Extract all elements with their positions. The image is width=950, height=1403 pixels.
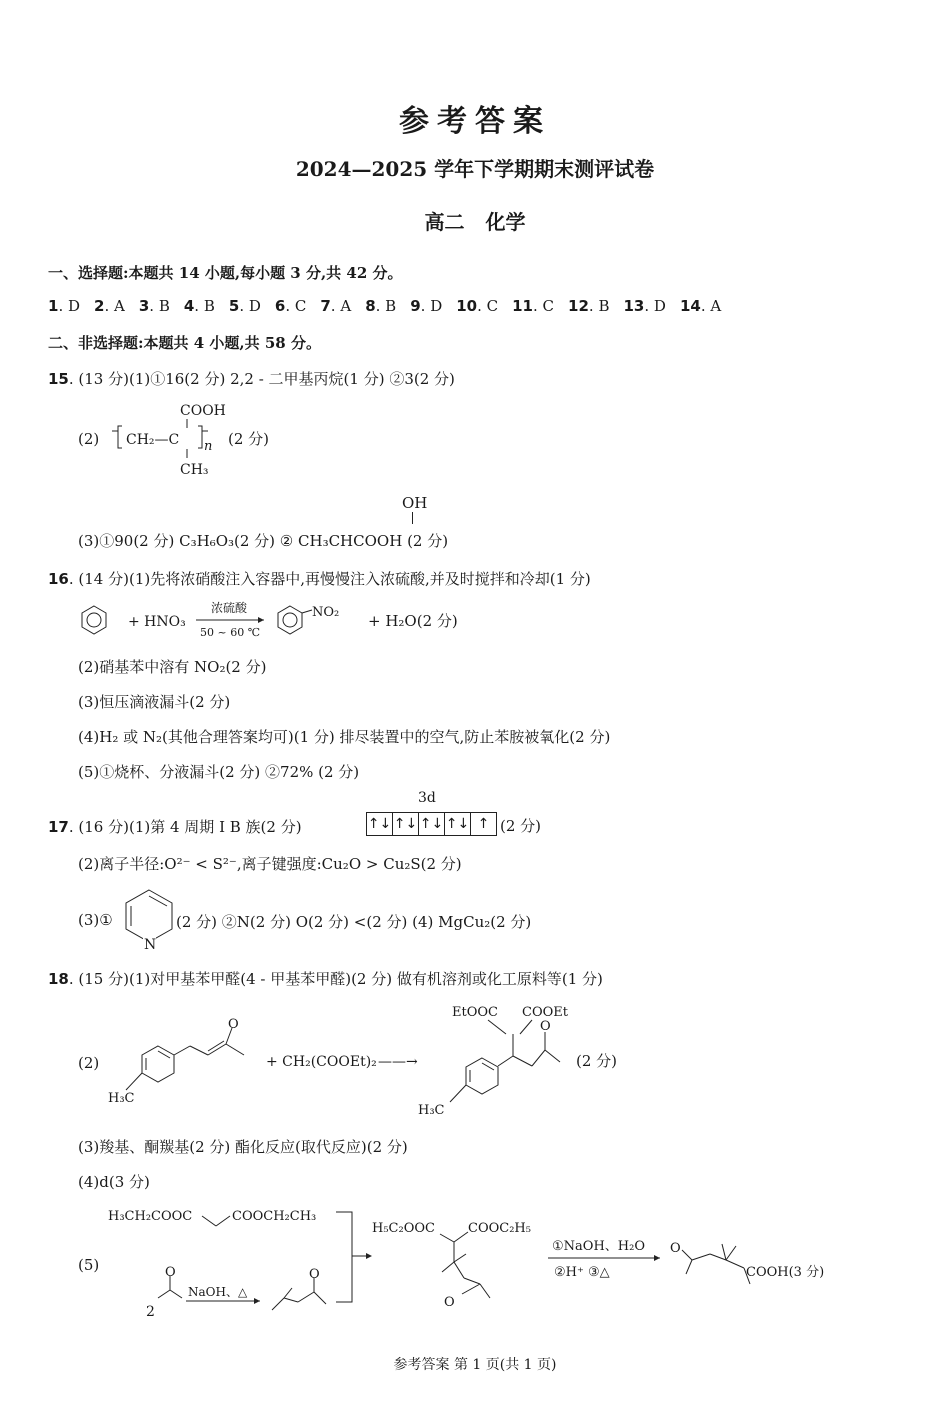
svg-text:CH₂—C: CH₂—C (126, 432, 180, 448)
svg-text:H₃C: H₃C (108, 1091, 135, 1106)
q16-part2: (2)硝基苯中溶有 NO₂(2 分) (78, 658, 267, 676)
q15-oh-label: OH (402, 494, 428, 512)
q17-part3-label: (3)① (78, 911, 113, 929)
section1-heading: 一、选择题:本题共 14 小题,每小题 3 分,共 42 分。 (48, 264, 403, 282)
q18-part4: (4)d(3 分) (78, 1173, 150, 1191)
svg-text:2: 2 (146, 1304, 155, 1320)
svg-text:50 ~ 60 ℃: 50 ~ 60 ℃ (200, 626, 261, 639)
svg-text:(2): (2) (78, 1054, 100, 1072)
orbital-box: ↑↓ (419, 813, 445, 835)
mc-answer: 12. B (568, 297, 610, 315)
orbital-box: ↑↓ (445, 813, 471, 835)
svg-text:COOH(3 分): COOH(3 分) (746, 1265, 825, 1280)
q16-part5: (5)①烧杯、分液漏斗(2 分) ②72% (2 分) (78, 763, 360, 781)
pyridine-structure (122, 886, 178, 956)
mc-answer: 8. B (365, 297, 397, 315)
svg-text:CH₃: CH₃ (180, 462, 209, 478)
q18-part3: (3)羧基、酮羰基(2 分) 酯化反应(取代反应)(2 分) (78, 1138, 408, 1156)
mc-answer: 4. B (183, 297, 215, 315)
svg-text:NO₂: NO₂ (312, 605, 340, 620)
mc-answer: 2. A (94, 297, 125, 315)
mc-answer: 10. C (456, 297, 499, 315)
exam-subject: 高二 化学 (424, 210, 526, 234)
q16-line1: 16. (14 分)(1)先将浓硝酸注入容器中,再慢慢注入浓硫酸,并及时搅拌和冷却(1 分) (48, 570, 591, 588)
q16-nitration-reaction (76, 596, 496, 644)
mc-answer: 6. C (274, 297, 307, 315)
svg-text:(2 分): (2 分) (228, 430, 270, 448)
page-title: 参考答案 (399, 104, 551, 139)
svg-text:N: N (144, 937, 157, 953)
svg-text:②H⁺ ③△: ②H⁺ ③△ (554, 1265, 610, 1280)
q16-part4: (4)H₂ 或 N₂(其他合理答案均可)(1 分) 排尽装置中的空气,防止苯胺被氧化(2 分) (78, 728, 611, 746)
svg-text:COOH: COOH (180, 403, 226, 419)
page-footer: 参考答案 第 1 页(共 1 页) (393, 1357, 557, 1373)
svg-text:浓硫酸: 浓硫酸 (211, 601, 248, 615)
svg-text:+ CH₂(COOEt)₂: + CH₂(COOEt)₂ (266, 1054, 377, 1070)
orbital-diagram (366, 812, 497, 836)
svg-text:COOC₂H₅: COOC₂H₅ (468, 1221, 531, 1236)
svg-text:n: n (204, 439, 213, 454)
svg-text:+ H₂O(2 分): + H₂O(2 分) (368, 612, 458, 630)
svg-text:COOCH₂CH₃: COOCH₂CH₃ (232, 1209, 317, 1224)
svg-text:EtOOC: EtOOC (452, 1005, 498, 1020)
orbital-label: 3d (418, 790, 436, 806)
orbital-box: ↑↓ (367, 813, 393, 835)
orbital-box: ↑ (477, 816, 490, 832)
svg-text:①NaOH、H₂O: ①NaOH、H₂O (552, 1239, 645, 1254)
q15-polymer-structure (70, 398, 300, 483)
svg-text:NaOH、△: NaOH、△ (188, 1285, 248, 1299)
svg-text:COOEt: COOEt (522, 1005, 568, 1020)
q15-oh-bond (412, 512, 413, 524)
exam-subtitle: 2024—2025 学年下学期期末测评试卷 (295, 157, 655, 181)
mc-answer: 5. D (228, 297, 261, 315)
q15-line1: 15. (13 分)(1)①16(2 分) 2,2 - 二甲基丙烷(1 分) ②3(2 分) (48, 370, 455, 388)
svg-text:O: O (670, 1241, 681, 1256)
q17-part3-rest: (2 分) ②N(2 分) O(2 分) <(2 分) (4) MgCu₂(2 分) (176, 913, 532, 931)
q15-part3: (3)①90(2 分) C₃H₆O₃(2 分) ② CH₃CHCOOH (2 分) (78, 532, 449, 550)
orbital-box: ↑↓ (393, 813, 419, 835)
mc-answer: 11. C (512, 297, 555, 315)
mc-answer: 1. D (48, 297, 81, 315)
svg-text:O: O (228, 1017, 239, 1032)
svg-text:(2 分): (2 分) (576, 1052, 618, 1070)
svg-text:O: O (165, 1265, 176, 1280)
mc-answer-list (48, 297, 735, 315)
svg-text:(5): (5) (78, 1256, 100, 1274)
mc-answer: 9. D (410, 297, 443, 315)
svg-text:O: O (540, 1019, 551, 1034)
q17-line1: 17. (16 分)(1)第 4 周期 Ⅰ B 族(2 分) (48, 818, 302, 836)
mc-answer: 13. D (623, 297, 666, 315)
mc-answer: 7. A (320, 297, 352, 315)
svg-text:——→: ——→ (378, 1054, 418, 1070)
mc-answer: 14. A (679, 297, 722, 315)
svg-text:H₃CH₂COOC: H₃CH₂COOC (108, 1209, 193, 1224)
q18-michael-addition (70, 998, 650, 1123)
svg-text:O: O (309, 1267, 320, 1282)
orbital-score: (2 分) (500, 817, 542, 835)
svg-text:O: O (444, 1295, 455, 1310)
q18-synthesis-route (70, 1198, 860, 1328)
svg-text:(2): (2) (78, 430, 100, 448)
mc-answer: 3. B (138, 297, 170, 315)
svg-text:+ HNO₃: + HNO₃ (128, 614, 186, 630)
q17-part2: (2)离子半径:O²⁻ < S²⁻,离子键强度:Cu₂O > Cu₂S(2 分) (78, 855, 462, 873)
svg-text:H₃C: H₃C (418, 1103, 445, 1118)
q16-part3: (3)恒压滴液漏斗(2 分) (78, 693, 231, 711)
section2-heading: 二、非选择题:本题共 4 小题,共 58 分。 (48, 334, 321, 352)
svg-text:H₅C₂OOC: H₅C₂OOC (372, 1221, 435, 1236)
q18-line1: 18. (15 分)(1)对甲基苯甲醛(4 - 甲基苯甲醛)(2 分) 做有机溶剂或化工原料等(1 分) (48, 970, 603, 988)
